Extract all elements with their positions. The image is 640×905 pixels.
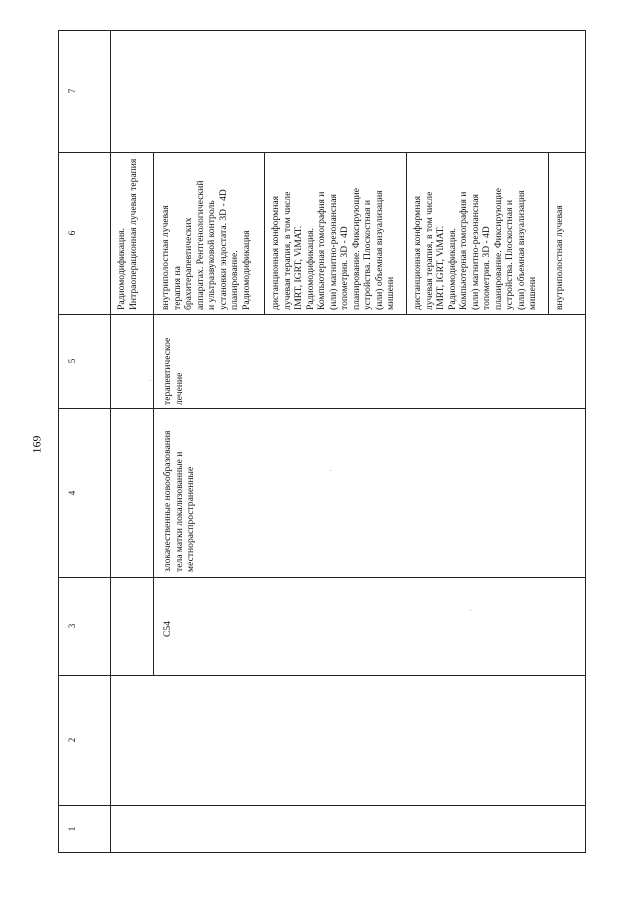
- method-cell: Радиомодификация. Интраоперационная лучевая терапия: [116, 158, 139, 310]
- treatment-type: терапевтическое лечение: [162, 337, 185, 405]
- col-header-3: 3: [67, 623, 77, 629]
- method-cell: дистанционная конформная лучевая терапия, в том числе IMRT, IGRT, ViMAT. Радиомодификация. Компьютерная томография и (или) магнитно-резонансная топометрия. 3D - 4D планирование. Фиксирующие устройства. Плоскостная и (или) объемная визуализация мишени: [270, 188, 396, 310]
- col-separator-3-4: [58, 577, 586, 578]
- table-left-border: [58, 30, 59, 853]
- col-separator-6-7: [58, 152, 586, 153]
- col-separator-1-2: [58, 805, 586, 806]
- col-separator-5-6: [58, 314, 586, 315]
- method-divider-1: [264, 152, 265, 315]
- page-number: 169: [29, 435, 44, 454]
- disease-description: злокачественные новообразования тела матки локализованные и местнораспространенные: [162, 430, 196, 572]
- scan-speck: [470, 610, 471, 611]
- col-header-7: 7: [67, 88, 77, 94]
- scan-speck: [330, 470, 331, 471]
- col-header-6: 6: [67, 230, 77, 236]
- method-cell: дистанционная конформная лучевая терапия, в том числе IMRT, IGRT, ViMAT. Радиомодификация. Компьютерная томография и (или) магнитно-резонансная топометрия. 3D - 4D планирование. Фиксирующие устройства. Плоскостная и (или) объемная визуализация мишени: [412, 188, 538, 310]
- table-right-border: [585, 30, 586, 853]
- table-top-border: [58, 30, 586, 31]
- col-header-2: 2: [67, 737, 77, 743]
- row-divider: [153, 152, 154, 676]
- scan-speck: [150, 380, 151, 381]
- col-header-4: 4: [67, 490, 77, 496]
- method-divider-2: [406, 152, 407, 315]
- method-divider-3: [548, 152, 549, 315]
- col-separator-2-3: [58, 675, 586, 676]
- table-bottom-border: [58, 852, 586, 853]
- col-header-5: 5: [67, 358, 77, 364]
- col-separator-4-5: [58, 408, 586, 409]
- col-header-1: 1: [67, 826, 77, 832]
- diagnosis-code: C54: [162, 621, 173, 637]
- method-cell: внутриполостная лучевая терапия на брахитерапевтических аппаратах. Рентгенологический и ультразвуковой контроль установки эндостата. 3D - 4D планирование. Радиомодификация: [160, 180, 252, 310]
- header-strip-border: [110, 30, 111, 853]
- method-cell: внутриполостная лучевая: [554, 205, 565, 310]
